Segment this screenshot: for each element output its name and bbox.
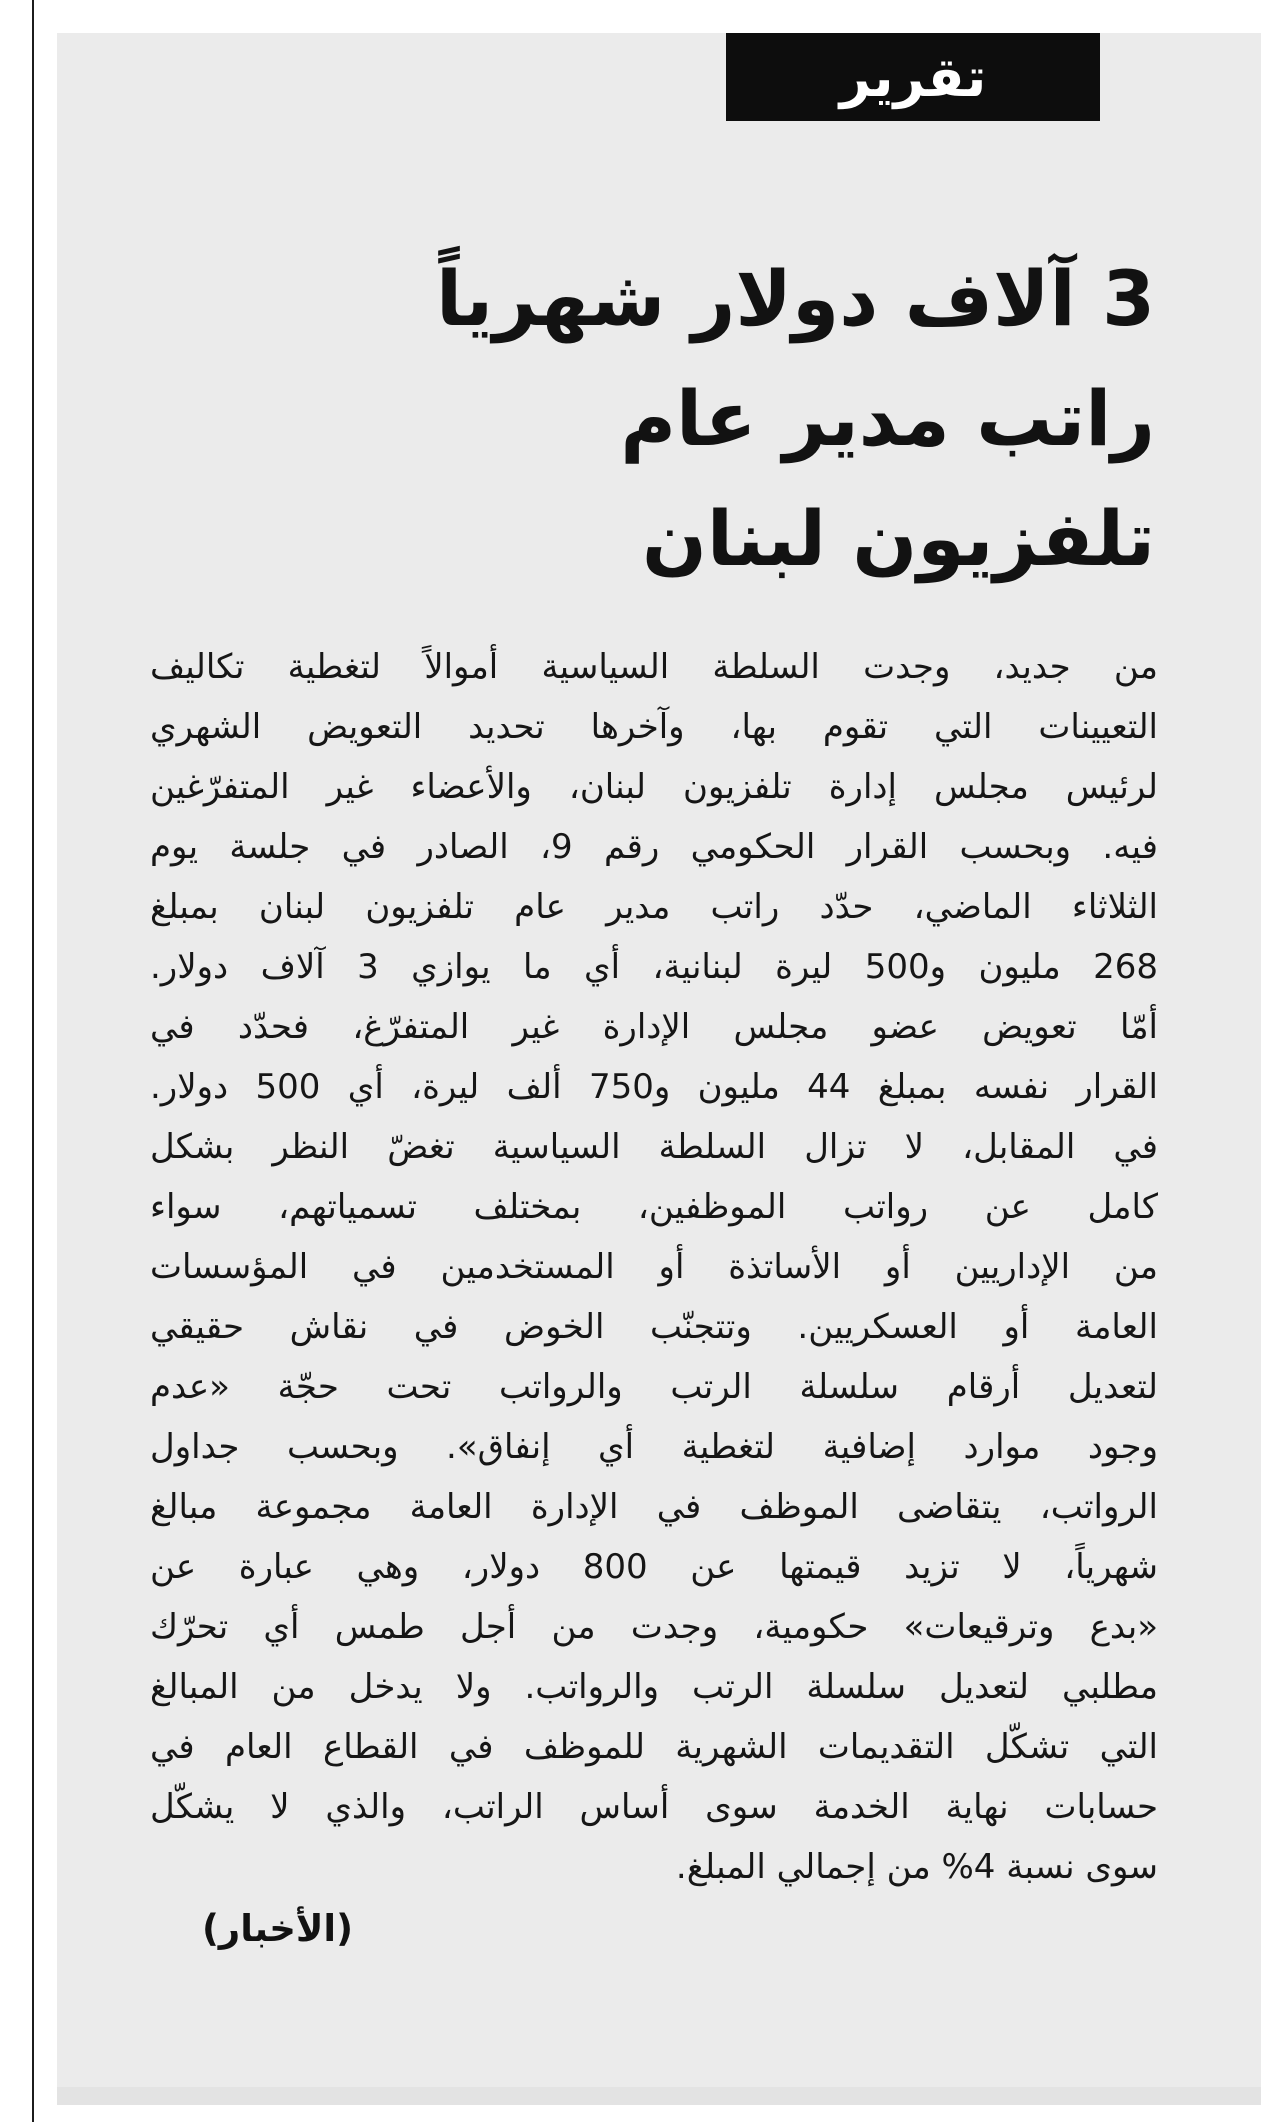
body-line: من جديد، وجدت السلطة السياسية أموالاً لتغطية تكاليف [150,647,1158,687]
body-line: «بدع وترقيعات» حكومية، وجدت من أجل طمس أي تحرّك [150,1607,1158,1647]
headline-line: راتب مدير عام [620,374,1155,463]
body-line: التعيينات التي تقوم بها، وآخرها تحديد التعويض الشهري [150,707,1158,747]
section-badge: تقرير [726,33,1100,121]
article-body [150,637,1158,1897]
body-line: لرئيس مجلس إدارة تلفزيون لبنان، والأعضاء غير المتفرّغين [150,767,1158,807]
body-line: 268 مليون و500 ليرة لبنانية، أي ما يوازي 3 آلاف دولار. [150,947,1158,987]
body-line: العامة أو العسكريين. وتتجنّب الخوض في نقاش حقيقي [150,1307,1158,1347]
body-line: الثلاثاء الماضي، حدّد راتب مدير عام تلفزيون لبنان بمبلغ [150,887,1158,927]
body-line: شهرياً، لا تزيد قيمتها عن 800 دولار، وهي عبارة عن [150,1547,1158,1587]
body-line: أمّا تعويض عضو مجلس الإدارة غير المتفرّغ، فحدّد في [150,1007,1158,1047]
body-line: في المقابل، لا تزال السلطة السياسية تغضّ النظر بشكل [150,1127,1158,1167]
page-edge-rule [32,0,34,2122]
body-line: القرار نفسه بمبلغ 44 مليون و750 ألف ليرة، أي 500 دولار. [150,1067,1158,1107]
headline-line: 3 آلاف دولار شهرياً [435,254,1155,343]
article-panel [57,33,1261,2105]
body-line: من الإداريين أو الأساتذة أو المستخدمين في المؤسسات [150,1247,1158,1287]
body-line: مطلبي لتعديل سلسلة الرتب والرواتب. ولا يدخل من المبالغ [150,1667,1158,1707]
body-line: سوى نسبة 4% من إجمالي المبلغ. [675,1847,1158,1887]
body-line: فيه. وبحسب القرار الحكومي رقم 9، الصادر في جلسة يوم [150,827,1158,867]
body-line: التي تشكّل التقديمات الشهرية للموظف في القطاع العام في [150,1727,1158,1767]
body-line: حسابات نهاية الخدمة سوى أساس الراتب، والذي لا يشكّل [150,1787,1158,1827]
body-line: لتعديل أرقام سلسلة الرتب والرواتب تحت حجّة «عدم [150,1367,1158,1407]
headline-line: تلفزيون لبنان [641,494,1155,583]
source-attribution: (الأخبار) [202,1907,354,1950]
badge-row [57,33,1261,121]
article-headline [157,239,1155,599]
body-line: كامل عن رواتب الموظفين، بمختلف تسمياتهم، سواء [150,1187,1158,1227]
body-line: الرواتب، يتقاضى الموظف في الإدارة العامة مجموعة مبالغ [150,1487,1158,1527]
body-line: وجود موارد إضافية لتغطية أي إنفاق». وبحسب جداول [150,1427,1158,1467]
